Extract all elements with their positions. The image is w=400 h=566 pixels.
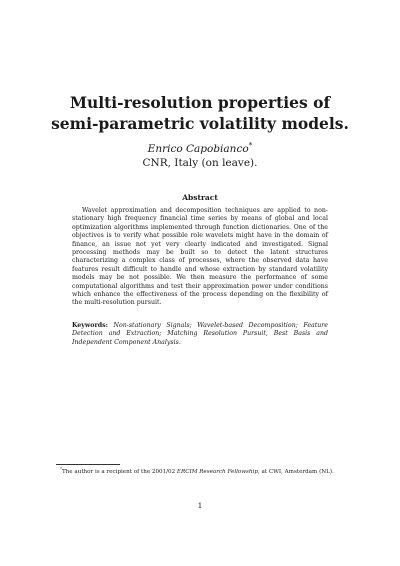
page-number: 1 [197, 501, 203, 510]
footnote-text-before: The author is a recipient of the 2001/02 [61, 469, 177, 475]
footnote-text-after: , at CWI, Amsterdam (NL). [257, 469, 334, 475]
title-line-2: semi-parametric volatility models. [51, 114, 349, 133]
footnote-marker: * [60, 466, 62, 472]
footnote-fellowship: ERCIM Research Fellowship [176, 469, 258, 475]
abstract-heading: Abstract [182, 193, 218, 202]
keywords-label: Keywords: [72, 322, 108, 329]
paper-title [40, 92, 360, 134]
keywords-list: Non-stationary Signals; Wavelet-based Decomposition; Feature Detection and Extraction; Matching Resolution Pursuit, Best Basis and Independent Component Analysis. [72, 322, 328, 346]
author-block [40, 142, 360, 170]
footnote [56, 466, 346, 477]
author-affiliation: CNR, Italy (on leave). [142, 157, 258, 169]
keywords-block [72, 322, 328, 347]
footnote-rule [56, 464, 120, 465]
author-footnote-marker: * [248, 140, 253, 150]
title-line-1: Multi-resolution properties of [69, 93, 331, 112]
author-name: Enrico Capobianco [147, 143, 249, 155]
abstract-text: Wavelet approximation and decomposition techniques are applied to non-stationary high frequency financial time series by means of global and local optimization algorithms implemented through function dictionaries. One of the objectives is to verify what possible role wavelets might have in the domain of finance, an issue not yet very clearly indicated and investigated. Signal processing methods may be built so to detect the latent structures characterizing a complex class of processes, where the observed data have features result difficult to handle and whose extraction by standard volatility models may be not possible. We then measure the performance of some computational algorithms and test their approximation power under conditions which enhance the effectiveness of the process depending on the flexibility of the multi-resolution pursuit. [72, 207, 328, 307]
